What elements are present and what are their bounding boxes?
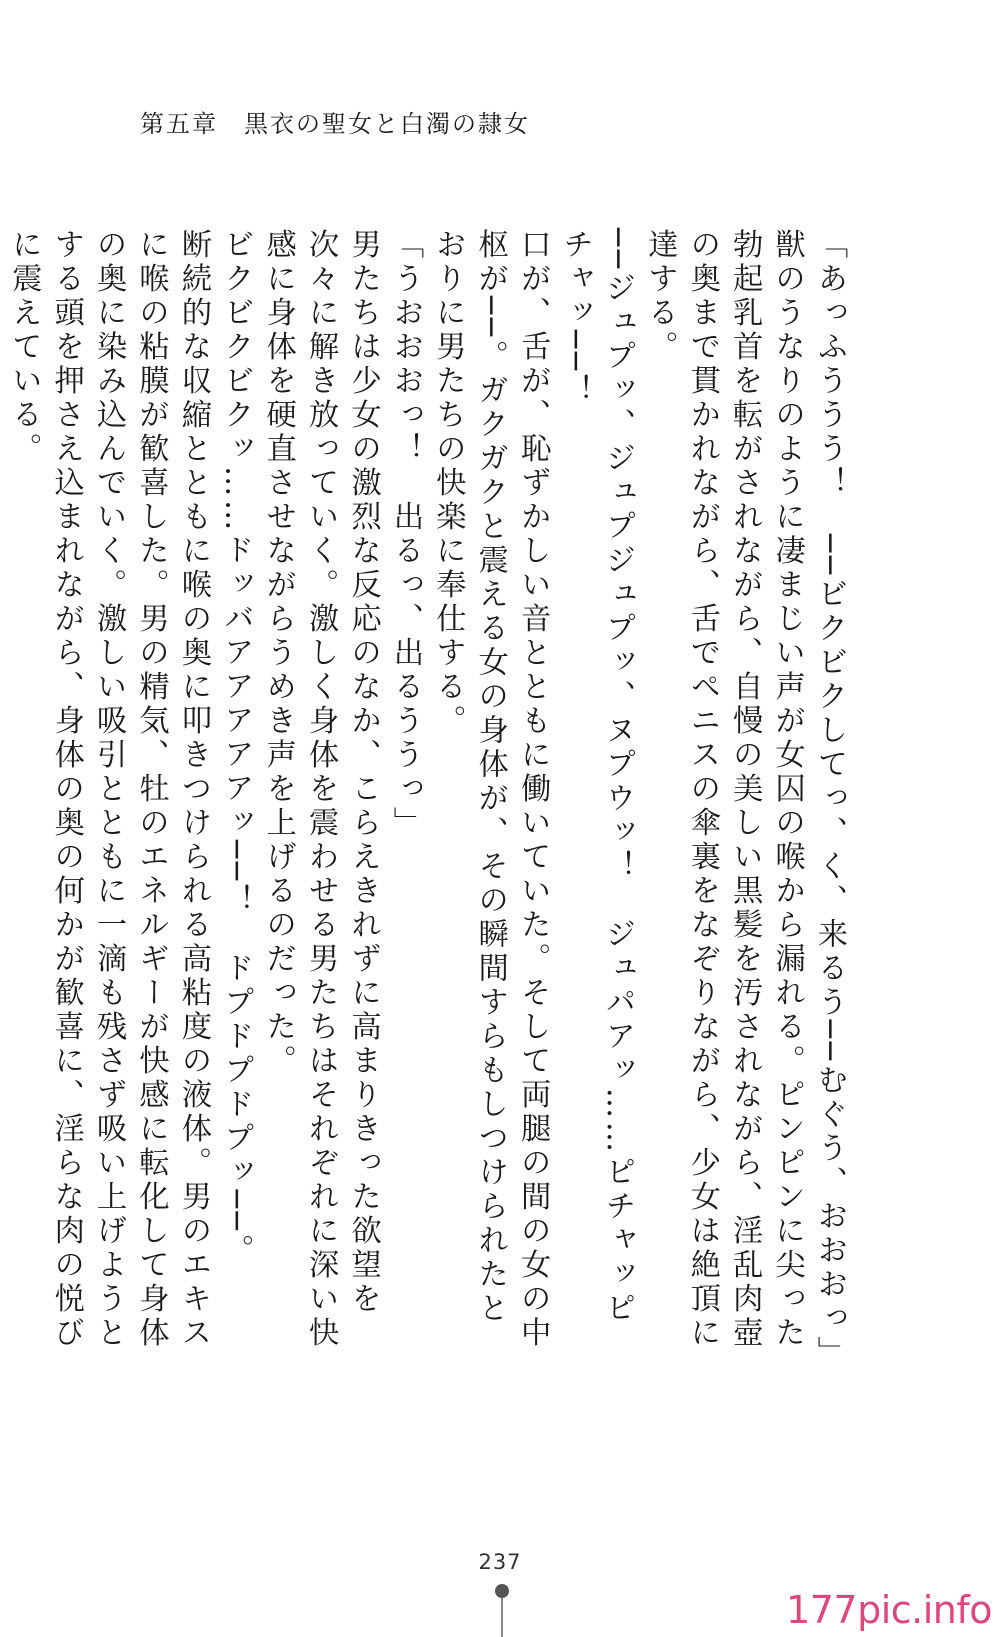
- paragraph: 口が、舌が、恥ずかしい音とともに働いていた。そして両腿の間の女の中枢が──。ガクガクと震える女の身体が、その瞬間すらもしつけられたとおりに男たちの快楽に奉仕する。: [430, 228, 551, 1350]
- paragraph: 男たちは少女の激烈な反応のなか、こらえきれずに高まりきった欲望を次々に解き放っていく。激しく身体を震わせる男たちはそれぞれに深い快感に身体を硬直させながらうめき声を上げるのだった。: [260, 228, 381, 1350]
- running-head: 第五章 黒衣の聖女と白濁の隷女: [140, 110, 530, 138]
- paragraph: 獣のうなりのように凄まじい声が女囚の喉から漏れる。ピンピンに尖った勃起乳首を転がされながら、自慢の美しい黒髪を汚されながら、淫乱肉壺の奥まで貫かれながら、舌でペニスの傘裏をなぞりながら、少女は絶頂に達する。: [642, 228, 805, 1350]
- paragraph: ──ジュプッ、ジュプジュプッ、ヌプウッ！ ジュパアッ……ピチャッピチャッ──！: [557, 228, 635, 1326]
- paragraph: 断続的な収縮とともに喉の奥に叩きつけられる高粘度の液体。男のエキスに喉の粘膜が歓喜した。男の精気、牡のエネルギーが快感に転化して身体の奥に染み込んでいく。激しい吸引とともに一滴も残さず吸い上げようとする頭を押さえ込まれながら、身体の奥の何かが歓喜に、淫らな肉の悦びに震えている。: [6, 228, 211, 1350]
- paragraph: 「あっふううう！ ──ビクビクしてっ、く、来るう──むぐう、おおおっ」: [812, 228, 847, 1370]
- page-marker-line: [501, 1598, 503, 1637]
- paragraph: 「うおおおっ！ 出るっ、出るううっ」: [387, 228, 423, 840]
- page-marker-dot-icon: [495, 1584, 509, 1598]
- paragraph: ビクビクビクッ……ドッバアアアアアッ──！ ドプドプドプッ──。: [218, 228, 254, 1268]
- watermark: 177pic.info: [786, 1588, 992, 1632]
- body-text: [6, 228, 850, 1370]
- page-number: 237: [478, 1550, 522, 1574]
